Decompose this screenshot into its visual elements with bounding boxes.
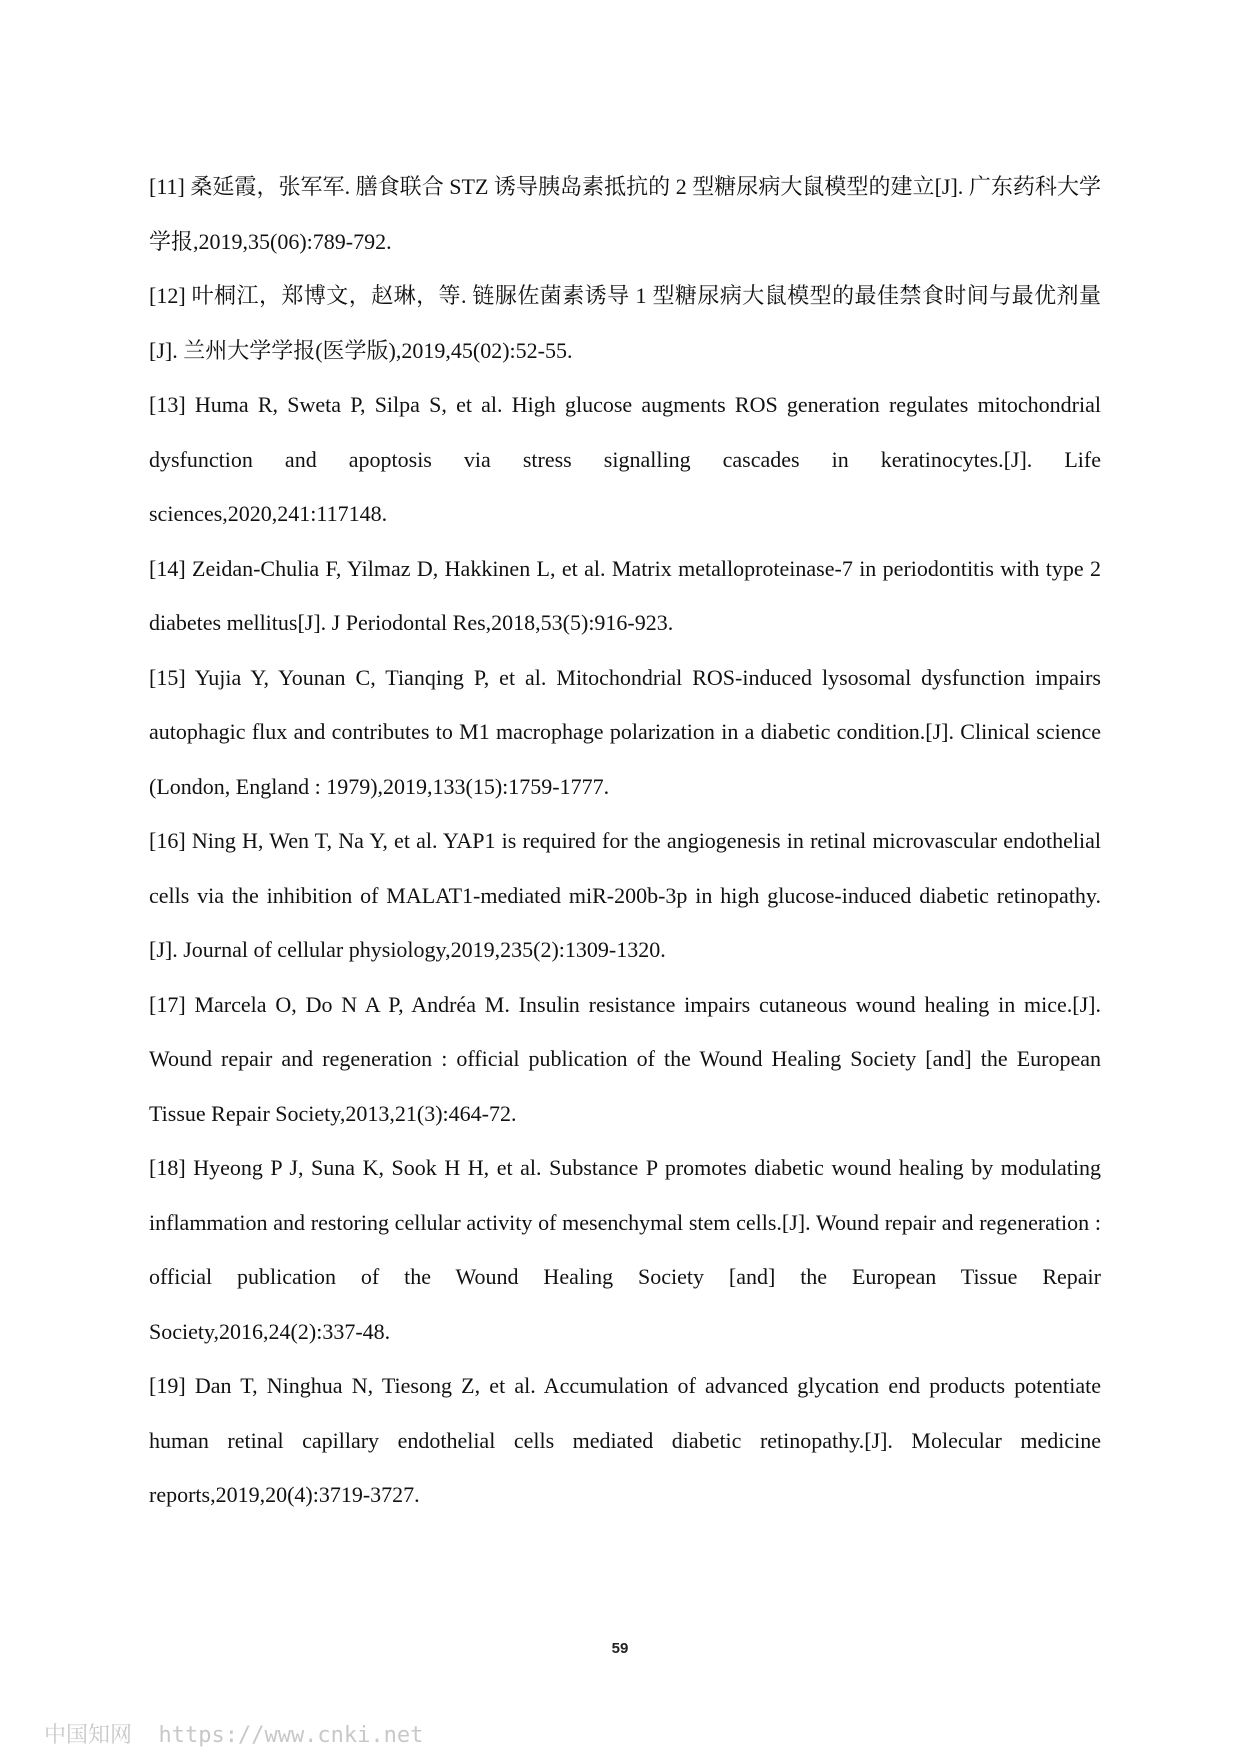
page-number: 59 [611, 1640, 629, 1657]
reference-item: [16] Ning H, Wen T, Na Y, et al. YAP1 is required for the angiogenesis in retinal microvascular endothelial cells via the inhibition of MALAT1-mediated miR-200b-3p in high glucose-induced diabetic retinopathy.[J]. Journal of cellular physiology,2019,235(2):1309-1320. [149, 828, 1101, 962]
reference-item: [12] 叶桐江，郑博文，赵琳，等. 链脲佐菌素诱导 1 型糖尿病大鼠模型的最佳禁食时间与最优剂量[J]. 兰州大学学报(医学版),2019,45(02):52-55. [149, 283, 1101, 363]
reference-item: [11] 桑延霞，张军军. 膳食联合 STZ 诱导胰岛素抵抗的 2 型糖尿病大鼠模型的建立[J]. 广东药科大学学报,2019,35(06):789-792. [149, 174, 1101, 254]
reference-item: [15] Yujia Y, Younan C, Tianqing P, et al. Mitochondrial ROS-induced lysosomal dysfunction impairs autophagic flux and contributes to M1 macrophage polarization in a diabetic condition.[J]. Clinical science (London, England : 1979),2019,133(15):1759-1777. [149, 664, 1101, 799]
reference-list [149, 160, 1101, 1523]
cnki-watermark: 中国知网 https://www.cnki.net [44, 1723, 424, 1748]
reference-item: [17] Marcela O, Do N A P, Andréa M. Insulin resistance impairs cutaneous wound healing in mice.[J]. Wound repair and regeneration : official publication of the Wound Healing Society [and] the European Tissue Repair Society,2013,21(3):464-72. [149, 991, 1101, 1126]
reference-item: [13] Huma R, Sweta P, Silpa S, et al. High glucose augments ROS generation regulates mitochondrial dysfunction and apoptosis via stress signalling cascades in keratinocytes.[J]. Life sciences,2020,241:117148. [149, 392, 1101, 526]
reference-item: [14] Zeidan-Chulia F, Yilmaz D, Hakkinen L, et al. Matrix metalloproteinase-7 in periodontitis with type 2 diabetes mellitus[J]. J Periodontal Res,2018,53(5):916-923. [149, 555, 1101, 635]
reference-item: [19] Dan T, Ninghua N, Tiesong Z, et al. Accumulation of advanced glycation end products potentiate human retinal capillary endothelial cells mediated diabetic retinopathy.[J]. Molecular medicine reports,2019,20(4):3719-3727. [149, 1373, 1101, 1507]
reference-item: [18] Hyeong P J, Suna K, Sook H H, et al. Substance P promotes diabetic wound healing by modulating inflammation and restoring cellular activity of mesenchymal stem cells.[J]. Wound repair and regeneration : official publication of the Wound Healing Society [and] the European Tissue Repair Society,2016,24(2):337-48. [149, 1155, 1101, 1344]
